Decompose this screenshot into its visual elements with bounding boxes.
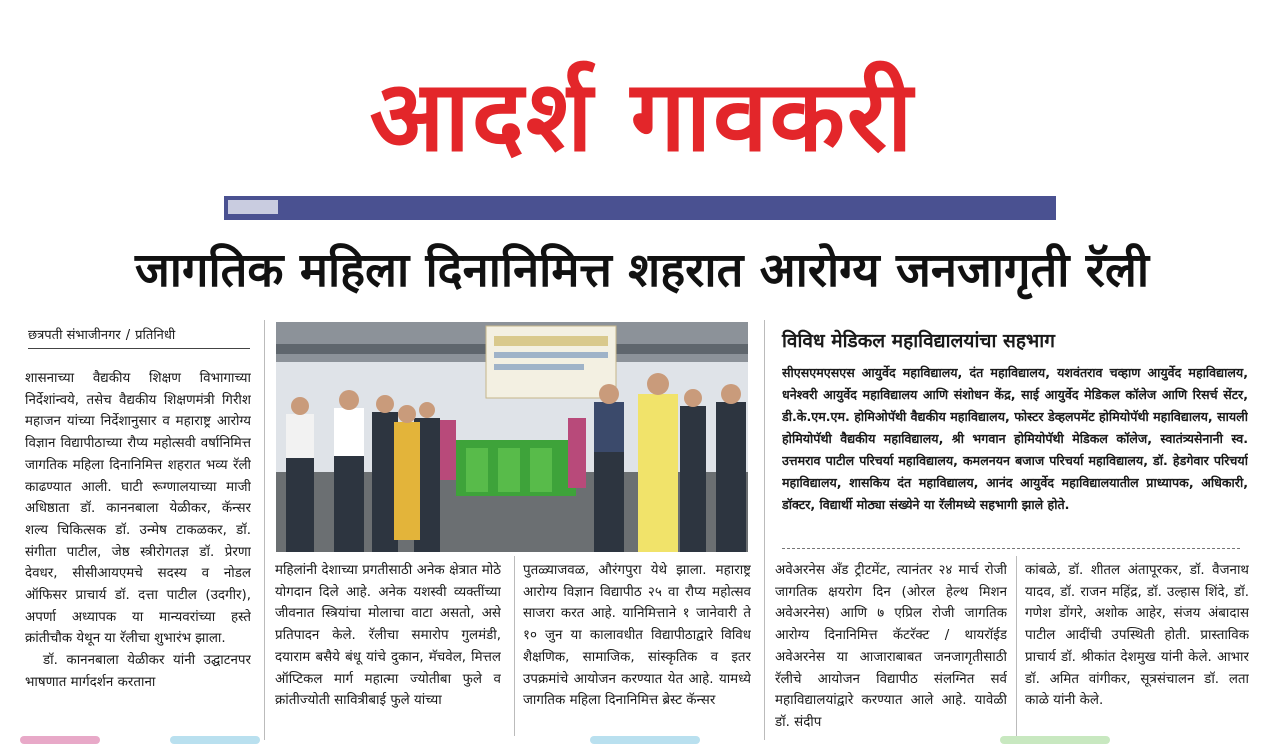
article-paragraph: कांबळे, डॉ. शीतल अंतापूरकर, डॉ. वैजनाथ यादव, डॉ. राजन महिंद्र, डॉ. उल्हास शिंदे, डॉ. गणेश डोंगरे, अशोक आहेर, संजय अंबादास पाटील आदींची उपस्थिती होती. प्रास्ताविक प्राचार्य डॉ. श्रीकांत देशमुख यांनी केले. आभार डॉ. अमित वांगीकर, सूत्रसंचालन डॉ. लता काळे यांनी केले. [1025, 563, 1249, 709]
article-paragraph: महिलांनी देशाच्या प्रगतीसाठी अनेक क्षेत्रात मोठे योगदान दिले आहे. अनेक यशस्वी व्यक्तींच्या जीवनात स्त्रियांचा मोलाचा वाटा असतो, असे प्रतिपादन केले. रॅलीचा समारोप गुलमंडी, दयाराम बसैये बंधू यांचे दुकान, मॅचवेल, मित्तल ऑप्टिकल मार्ग महात्मा ज्योतीबा फुले व क्रांतीज्योती सावित्रीबाई फुले यांच्या [275, 563, 501, 709]
headline: जागतिक महिला दिनानिमित्त शहरात आरोग्य जनजागृती रॅली [134, 243, 1150, 298]
article-paragraph: पुतळ्याजवळ, औरंगपुरा येथे झाला. महाराष्ट्र आरोग्य विज्ञान विद्यापीठ २५ वा रौप्य महोत्सव साजरा करत आहे. यानिमित्ताने १ जानेवारी ते १० जुन या कालावधीत विद्यापीठाद्वारे विविध शैक्षणिक, सामाजिक, सांस्कृतिक व इतर उपक्रमांचे आयोजन करण्यात येत आहे. यामध्ये जागतिक महिला दिनानिमित्त ब्रेस्ट कॅन्सर [523, 563, 751, 709]
rally-photo-illustration [276, 322, 748, 552]
article-paragraph: डॉ. काननबाला येळीकर यांनी उद्घाटनपर भाषणात मार्गदर्शन करताना [25, 653, 251, 690]
byline-place: छत्रपती संभाजीनगर [28, 328, 121, 343]
sidebar-heading: विविध मेडिकल महाविद्यालयांचा सहभाग [782, 330, 1055, 352]
footer-decoration [170, 736, 260, 744]
article-column-3 [523, 560, 751, 740]
column-divider [764, 320, 765, 740]
article-column-1 [25, 368, 251, 738]
masthead-bar-stub [228, 200, 278, 214]
footer-ad-strip [0, 736, 1280, 744]
column-divider [514, 556, 515, 736]
byline-separator: / [125, 328, 131, 343]
newspaper-logo: आदर्श गावकरी [369, 60, 915, 174]
article-column-4 [775, 560, 1007, 740]
article-column-5 [1025, 560, 1249, 740]
column-divider [264, 320, 265, 740]
column-divider [1016, 556, 1017, 736]
byline-reporter: प्रतिनिधी [135, 328, 176, 343]
news-photo [276, 322, 748, 552]
article-paragraph: शासनाच्या वैद्यकीय शिक्षण विभागाच्या निर्देशांन्वये, तसेच वैद्यकीय शिक्षणमंत्री गिरीश महाजन यांच्या निर्देशानुसार व महाराष्ट्र आरोग्य विज्ञान विद्यापीठाच्या रौप्य महोत्सवी वर्षानिमित्त जागतिक महिला दिनानिमित्त शहरात भव्य रॅली काढण्यात आली. घाटी रूग्णालयाच्या माजी अधिष्ठाता डॉ. काननबाला येळीकर, कॅन्सर शल्य चिकित्सक डॉ. उन्मेष टाकळकर, डॉ. संगीता पाटील, जेष्ठ स्त्रीरोगतज्ञ डॉ. प्रेरणा देवधर, सीसीआयएमचे सदस्य व नोडल ऑफिसर प्राचार्य डॉ. दत्ता पाटील (उदगीर), अपर्णा अध्यापक या मान्यवरांच्या हस्ते क्रांतीचौक येथून या रॅलीचा शुभारंभ झाला. [25, 371, 251, 647]
sidebar-body: सीएसएमएसएस आयुर्वेद महाविद्यालय, दंत महाविद्यालय, यशवंतराव चव्हाण आयुर्वेद महाविद्यालय, धनेश्वरी आयुर्वेद महाविद्यालय आणि संशोधन केंद्र, साई आयुर्वेद मेडिकल कॉलेज आणि रिसर्च सेंटर, डी.के.एम.एम. होमिओपॅथी वैद्यकीय महाविद्यालय, फोस्टर डेव्हलपमेंट होमियोपॅथी महाविद्यालय, सायली होमियोपॅथी वैद्यकीय महाविद्यालय, श्री भगवान होमियोपॅथी मेडिकल कॉलेज, स्वातंत्र्यसेनानी स्व. उत्तमराव पाटील परिचर्या महाविद्यालय, कमलनयन बजाज परिचर्या महाविद्यालय, डॉ. हेडगेवार परिचर्या महाविद्यालय, शासकिय दंत महाविद्यालय, आनंद आयुर्वेद महाविद्यालयातील प्राध्यापक, अधिकारी, डॉक्टर, विद्यार्थी मोठ्या संख्येने या रॅलीमध्ये सहभागी झाले होते. [782, 365, 1248, 512]
footer-decoration [20, 736, 100, 744]
footer-decoration [590, 736, 700, 744]
masthead-bar [224, 196, 1056, 220]
article-column-2 [275, 560, 501, 740]
byline [28, 324, 250, 349]
sidebar-divider [782, 548, 1240, 549]
footer-decoration [1000, 736, 1110, 744]
masthead [228, 42, 1056, 194]
article-paragraph: अवेअरनेस अँड ट्रीटमेंट, त्यानंतर २४ मार्च रोजी जागतिक क्षयरोग दिन (ओरल हेल्थ मिशन अवेअरनेस) आणि ७ एप्रिल रोजी जागतिक आरोग्य दिनानिमित्त कॅटरॅक्ट / थायरॉईड अवेअरनेस या आजाराबाबत जनजागृतीसाठी रॅलीचे आयोजन विद्यापीठ संलग्नित सर्व महाविद्यालयांद्वारे करण्यात आले आहे. यावेळी डॉ. संदीप [775, 563, 1007, 730]
